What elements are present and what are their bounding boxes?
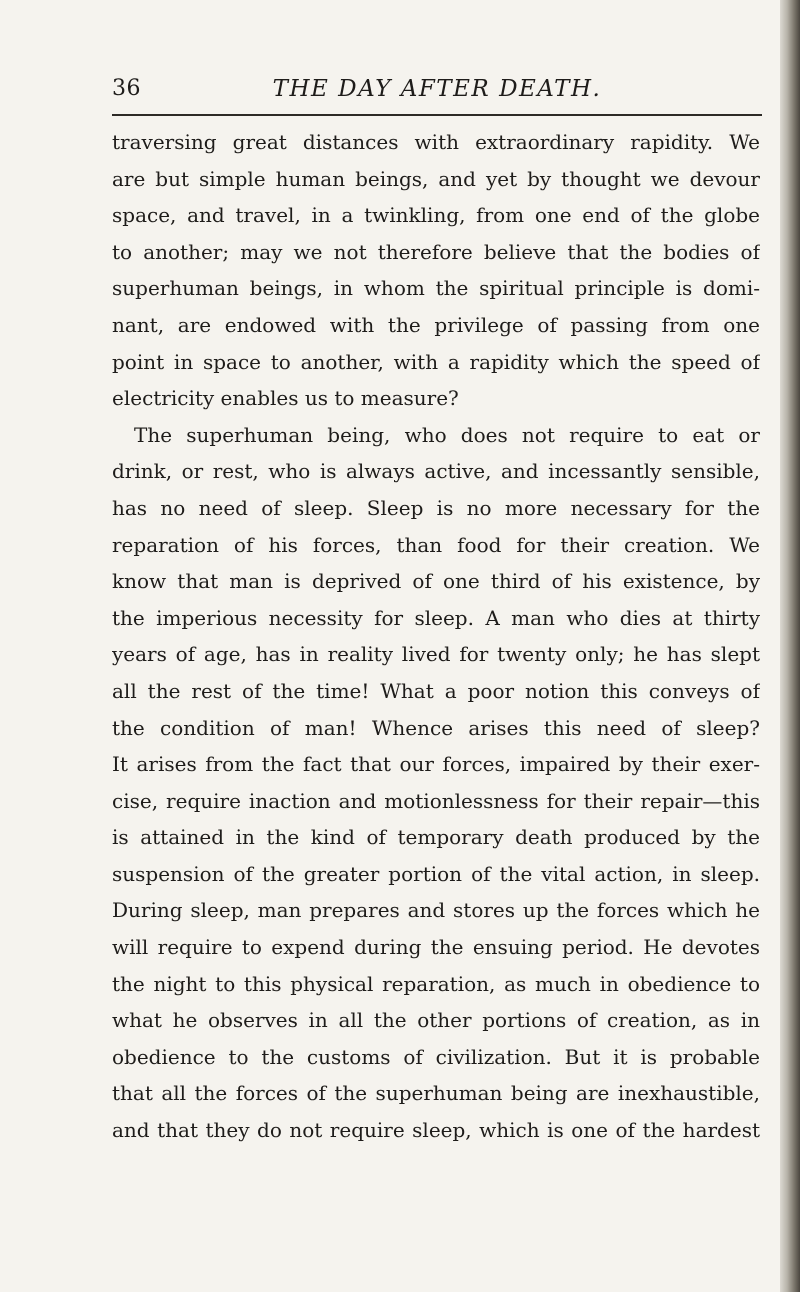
text-line: superhuman beings, in whom the spiritual principle is domi- [112,276,760,301]
text-line: suspension of the greater portion of the vital action, in sleep. [112,861,760,886]
text-line: that all the forces of the superhuman being are inexhaustible, [112,1081,760,1106]
page-number: 36 [112,76,141,101]
text-line: The superhuman being, who does not require to eat or [134,422,760,447]
text-line: drink, or rest, who is always active, and incessantly sensible, [112,459,760,484]
text-line: the condition of man! Whence arises this need of sleep? [112,715,760,740]
text-line: traversing great distances with extraordinary rapidity. We [112,130,760,154]
text-line: the imperious necessity for sleep. A man who dies at thirty [112,605,760,630]
text-line: space, and travel, in a twinkling, from one end of the globe [112,203,760,228]
page-header [112,76,762,106]
text-line: know that man is deprived of one third of his existence, by [112,569,760,594]
text-line: electricity enables us to measure? [112,386,459,411]
text-line: to another; may we not therefore believe that the bodies of [112,239,760,264]
text-line: will require to expend during the ensuing period. He devotes [112,935,760,960]
header-rule [112,114,762,116]
text-line: reparation of his forces, than food for their creation. We [112,532,760,557]
text-line: all the rest of the time! What a poor notion this conveys of [112,678,760,703]
text-line: cise, require inaction and motionlessness for their repair—this [112,788,760,813]
text-line: the night to this physical reparation, as much in obedience to [112,971,760,996]
text-line: years of age, has in reality lived for twenty only; he has slept [112,642,760,667]
running-title: THE DAY AFTER DEATH. [272,76,602,102]
page-edge-shadow [780,0,800,1292]
text-line: and that they do not require sleep, which is one of the hardest [112,1118,760,1143]
text-line: are but simple human beings, and yet by thought we devour [112,166,760,191]
text-line: has no need of sleep. Sleep is no more necessary for the [112,495,760,520]
text-line: point in space to another, with a rapidity which the speed of [112,349,760,374]
text-line: nant, are endowed with the privilege of passing from one [112,312,760,337]
text-line: It arises from the fact that our forces, impaired by their exer- [112,752,760,777]
body-text [112,124,760,1149]
text-line: obedience to the customs of civilization. But it is probable [112,1044,760,1069]
text-line: During sleep, man prepares and stores up the forces which he [112,898,760,923]
text-line: is attained in the kind of temporary death produced by the [112,825,760,850]
text-line: what he observes in all the other portions of creation, as in [112,1008,760,1033]
